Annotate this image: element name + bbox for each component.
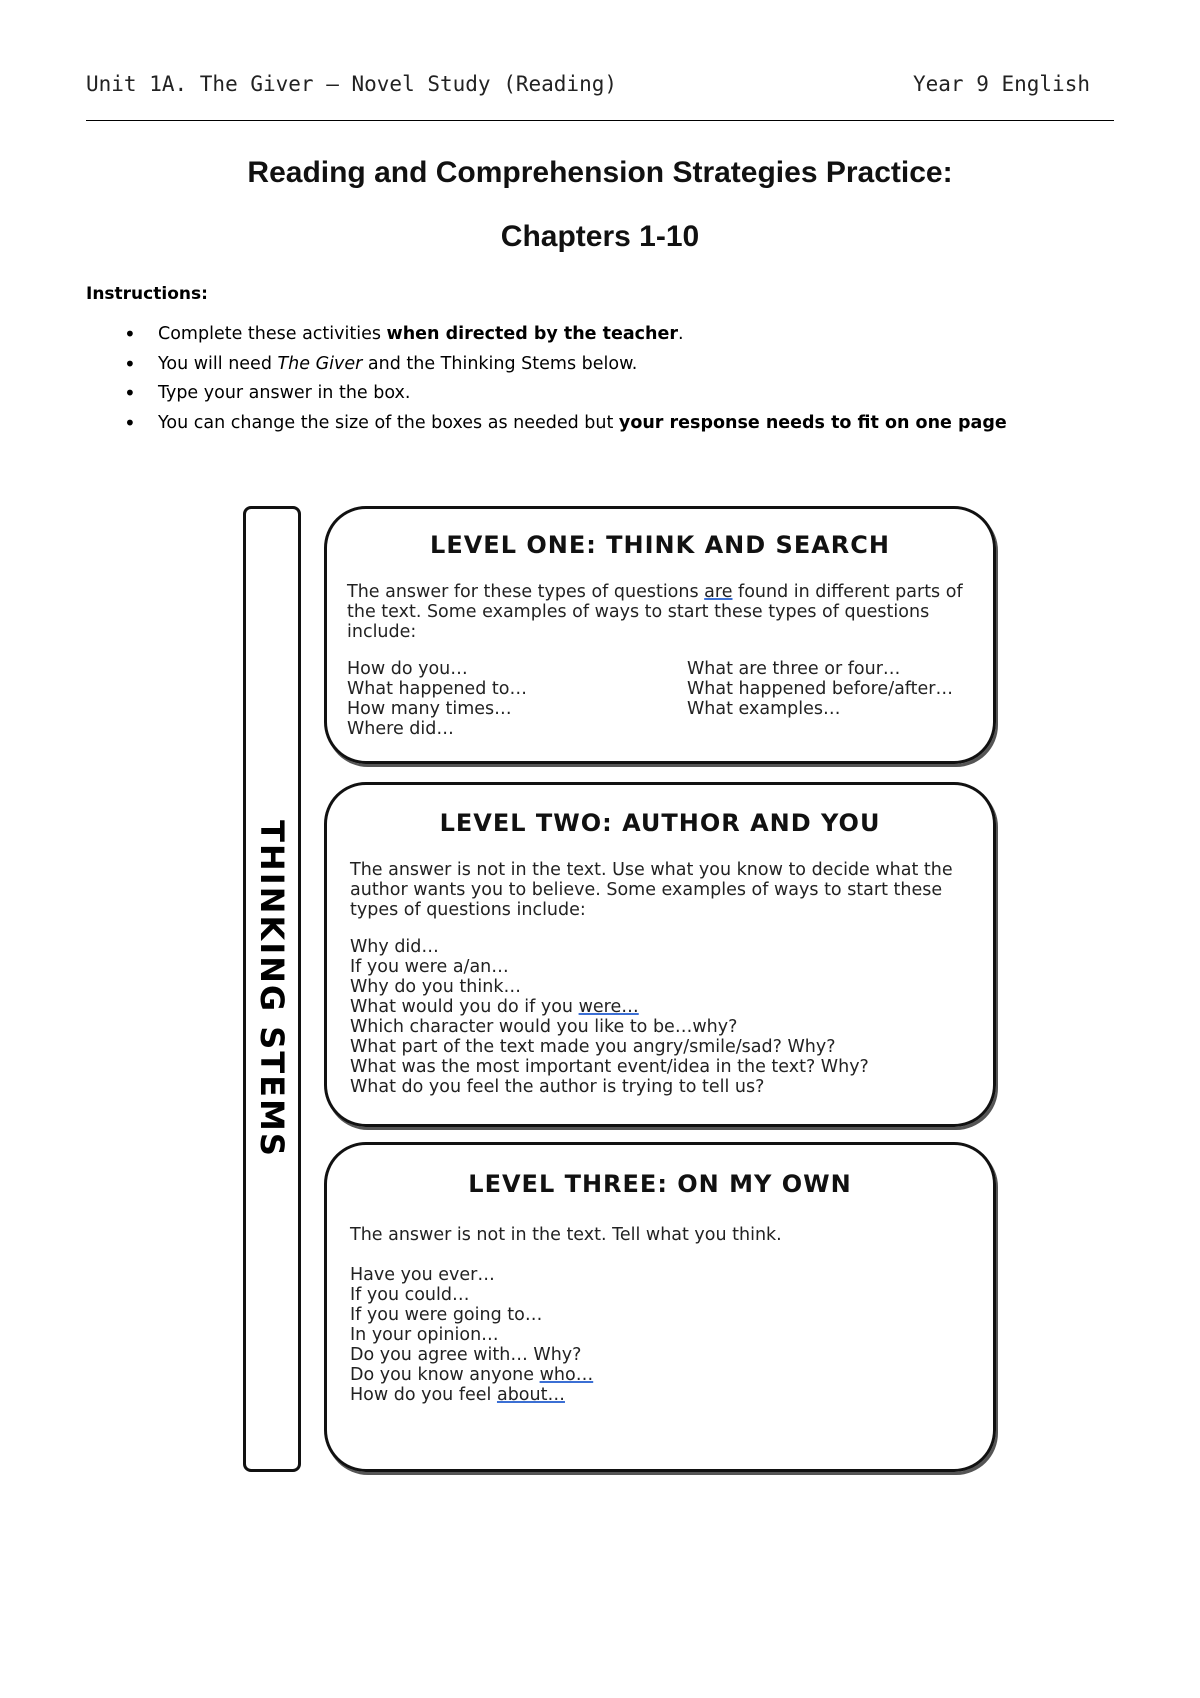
stem-item: If you could… — [350, 1285, 470, 1305]
level-one-description: The answer for these types of questions are found in different parts of the text. Some examples of ways to start these types of questions include: — [347, 582, 963, 642]
page-title: Reading and Comprehension Strategies Practice: — [247, 156, 953, 189]
instruction-item: • Type your answer in the box. — [86, 379, 1007, 409]
level-one-stems-right — [687, 659, 953, 719]
stem-item: What examples… — [687, 699, 841, 719]
stem-item: Why did… — [350, 937, 439, 957]
level-one-box — [324, 506, 996, 764]
page-header — [86, 68, 1114, 121]
header-unit-title: Unit 1A. The Giver – Novel Study (Reading) — [86, 72, 618, 96]
stem-item: Which character would you like to be…why? — [350, 1017, 738, 1037]
stem-item: In your opinion… — [350, 1325, 499, 1345]
instruction-item: • You will need The Giver and the Thinking Stems below. — [86, 350, 1007, 380]
stem-item: What do you feel the author is trying to tell us? — [350, 1077, 765, 1097]
level-three-box — [324, 1142, 996, 1472]
instructions-list — [86, 320, 1007, 438]
stem-item: What part of the text made you angry/smile/sad? Why? — [350, 1037, 836, 1057]
stem-item: Why do you think… — [350, 977, 521, 997]
stem-item: Where did… — [347, 719, 454, 739]
thinking-stems-sidebar — [243, 506, 301, 1472]
stem-item: How many times… — [347, 699, 512, 719]
header-year-subject: Year 9 English — [912, 72, 1090, 96]
level-two-box — [324, 782, 996, 1127]
stem-item: Do you know anyone who… — [350, 1365, 594, 1385]
stem-item: What would you do if you were… — [350, 997, 639, 1017]
stem-item: If you were a/an… — [350, 957, 509, 977]
stem-item: What happened to… — [347, 679, 527, 699]
instructions-label: Instructions: — [86, 284, 208, 304]
stem-item: Do you agree with… Why? — [350, 1345, 582, 1365]
level-three-description: The answer is not in the text. Tell what you think. — [350, 1225, 782, 1245]
instruction-item: • Complete these activities when directed by the teacher. — [86, 320, 1007, 350]
stem-item: What are three or four… — [687, 659, 901, 679]
level-one-stems-left — [347, 659, 527, 739]
level-two-stems — [350, 937, 869, 1097]
stem-item: What happened before/after… — [687, 679, 953, 699]
page-subtitle: Chapters 1-10 — [500, 220, 700, 253]
thinking-stems-label: THINKING STEMS — [253, 820, 291, 1158]
level-three-stems — [350, 1265, 593, 1405]
level-three-title: LEVEL THREE: ON MY OWN — [468, 1170, 852, 1198]
stem-item: How do you feel about… — [350, 1385, 565, 1405]
stem-item: Have you ever… — [350, 1265, 495, 1285]
instruction-item: • You can change the size of the boxes as needed but your response needs to fit on one page — [86, 409, 1007, 439]
level-two-description: The answer is not in the text. Use what you know to decide what the author wants you to believe. Some examples of ways to start these types of questions include: — [350, 860, 953, 920]
stem-item: What was the most important event/idea in the text? Why? — [350, 1057, 869, 1077]
stem-item: If you were going to… — [350, 1305, 543, 1325]
level-two-title: LEVEL TWO: AUTHOR AND YOU — [439, 809, 881, 837]
stem-item: How do you… — [347, 659, 468, 679]
level-one-title: LEVEL ONE: THINK AND SEARCH — [430, 531, 890, 559]
